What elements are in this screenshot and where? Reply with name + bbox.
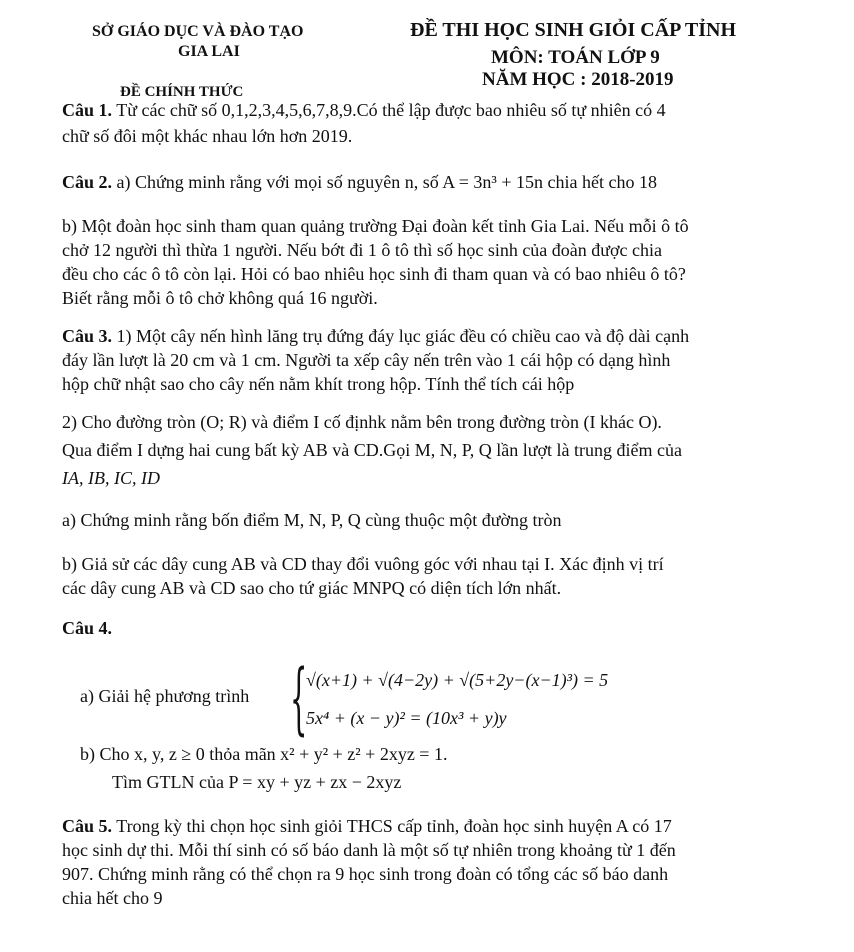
province-name: GIA LAI bbox=[178, 43, 240, 60]
question-2-label: Câu 2. bbox=[62, 172, 113, 192]
question-2b-line-2: chở 12 người thì thừa 1 người. Nếu bớt đi 1 ô tô thì số học sinh của đoàn được chia bbox=[62, 240, 663, 260]
question-1-line-2: chữ số đôi một khác nhau lớn hơn 2019. bbox=[62, 126, 353, 146]
question-5-line-4: chia hết cho 9 bbox=[62, 888, 163, 908]
question-3-2-line-3: IA, IB, IC, ID bbox=[62, 468, 160, 488]
equation-2: 5x⁴ + (x − y)² = (10x³ + y)y bbox=[306, 708, 507, 728]
department-name: SỞ GIÁO DỤC VÀ ĐÀO TẠO bbox=[92, 23, 304, 40]
question-5-line-1 bbox=[62, 814, 802, 838]
question-5-label: Câu 5. bbox=[62, 816, 113, 836]
question-4b-line-1: b) Cho x, y, z ≥ 0 thỏa mãn x² + y² + z² + 2xyz = 1. bbox=[80, 744, 448, 764]
question-3-2b-line-1: b) Giả sử các dây cung AB và CD thay đổi vuông góc với nhau tại I. Xác định vị trí bbox=[62, 554, 664, 574]
question-1-text: Từ các chữ số 0,1,2,3,4,5,6,7,8,9.Có thể lập được bao nhiêu số tự nhiên có 4 bbox=[116, 100, 666, 120]
question-1-label: Câu 1. bbox=[62, 100, 113, 120]
question-2a-text: a) Chứng minh rằng với mọi số nguyên n, số A = 3n³ + 15n chia hết cho 18 bbox=[116, 172, 657, 192]
question-5-line-2: học sinh dự thi. Mỗi thí sinh có số báo danh là một số tự nhiên trong khoảng từ 1 đến bbox=[62, 840, 676, 860]
question-5-text: Trong kỳ thi chọn học sinh giỏi THCS cấp tỉnh, đoàn học sinh huyện A có 17 bbox=[116, 816, 672, 836]
question-2b-line-3: đều cho các ô tô còn lại. Hỏi có bao nhiêu học sinh đi tham quan và có bao nhiêu ô tô? bbox=[62, 264, 686, 284]
question-3-1-line-2: đáy lần lượt là 20 cm và 1 cm. Người ta xếp cây nến trên vào 1 cái hộp có dạng hình bbox=[62, 350, 671, 370]
question-4-label: Câu 4. bbox=[62, 618, 113, 638]
question-3-1-line-1 bbox=[62, 324, 802, 348]
question-2b-line-4: Biết rằng mỗi ô tô chở không quá 16 người. bbox=[62, 288, 378, 308]
question-2b-line-1: b) Một đoàn học sinh tham quan quảng trường Đại đoàn kết tỉnh Gia Lai. Nếu mỗi ô tô bbox=[62, 216, 689, 236]
question-3-2b-line-2: các dây cung AB và CD sao cho tứ giác MNPQ có diện tích lớn nhất. bbox=[62, 578, 562, 598]
system-brace: { bbox=[290, 654, 308, 744]
exam-subject: MÔN: TOÁN LỚP 9 bbox=[491, 47, 660, 68]
question-5-line-3: 907. Chứng minh rằng có thể chọn ra 9 học sinh trong đoàn có tổng các số báo danh bbox=[62, 864, 669, 884]
official-label: ĐỀ CHÍNH THỨC bbox=[120, 84, 244, 100]
question-3-1-text: 1) Một cây nến hình lăng trụ đứng đáy lục giác đều có chiều cao và độ dài cạnh bbox=[116, 326, 690, 346]
question-3-label: Câu 3. bbox=[62, 326, 113, 346]
question-3-2a: a) Chứng minh rằng bốn điểm M, N, P, Q cùng thuộc một đường tròn bbox=[62, 510, 562, 530]
question-3-1-line-3: hộp chữ nhật sao cho cây nến nằm khít trong hộp. Tính thể tích cái hộp bbox=[62, 374, 575, 394]
question-2a bbox=[62, 170, 802, 194]
question-3-2-line-1: 2) Cho đường tròn (O; R) và điểm I cố địnhk nằm bên trong đường tròn (I khác O). bbox=[62, 412, 662, 432]
exam-year: NĂM HỌC : 2018-2019 bbox=[482, 69, 674, 90]
question-3-2-line-2: Qua điểm I dựng hai cung bất kỳ AB và CD.Gọi M, N, P, Q lần lượt là trung điểm của bbox=[62, 440, 682, 460]
question-4b-line-2: Tìm GTLN của P = xy + yz + zx − 2xyz bbox=[112, 772, 402, 792]
equation-1: √(x+1) + √(4−2y) + √(5+2y−(x−1)³) = 5 bbox=[306, 670, 609, 690]
question-1-line-1 bbox=[62, 98, 802, 122]
exam-title: ĐỀ THI HỌC SINH GIỎI CẤP TỈNH bbox=[410, 19, 737, 41]
equation-system bbox=[290, 654, 710, 744]
question-4a-text: a) Giải hệ phương trình bbox=[80, 686, 250, 706]
